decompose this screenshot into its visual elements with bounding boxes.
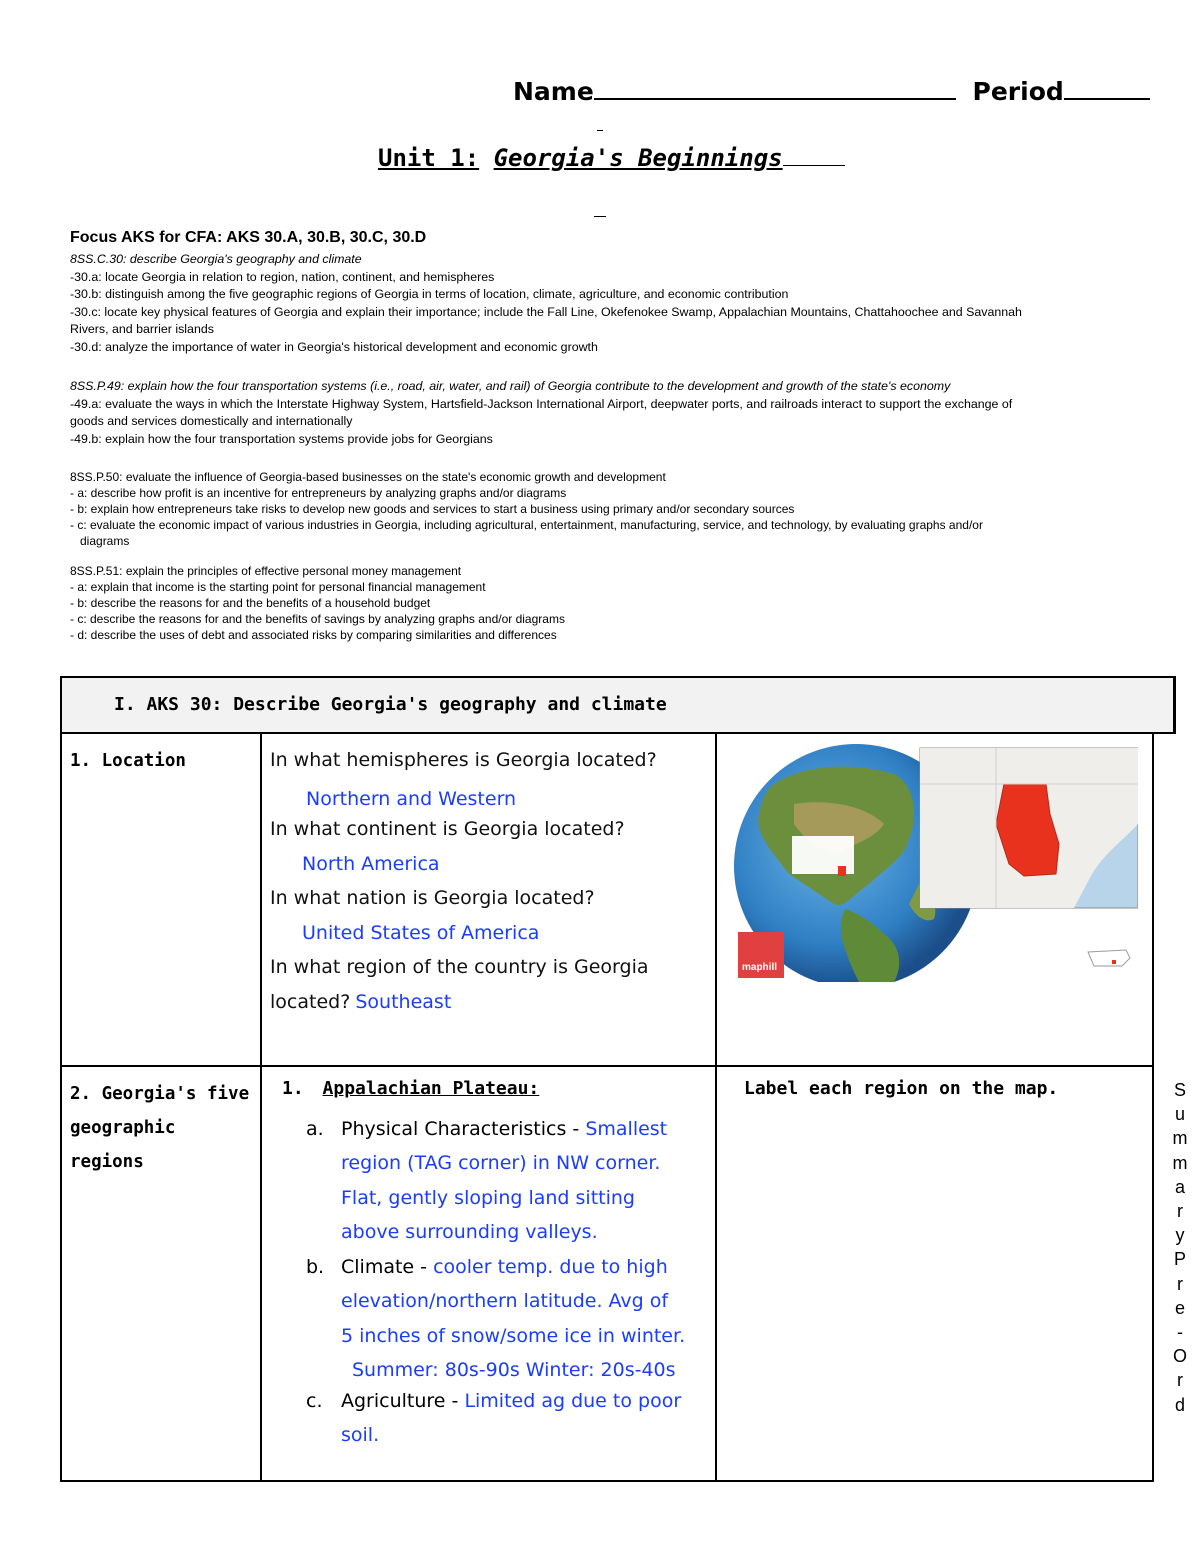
section-title: I. AKS 30: Describe Georgia's geography and climate xyxy=(114,694,667,715)
standard-line: -49.b: explain how the four transportation systems provide jobs for Georgians xyxy=(70,431,493,446)
name-period-line xyxy=(513,76,1150,106)
side-letter: e xyxy=(1174,1297,1185,1318)
agriculture xyxy=(306,1384,682,1419)
side-letter: u xyxy=(1174,1104,1185,1125)
climate-answer[interactable]: cooler temp. due to high xyxy=(433,1256,668,1278)
regions-heading xyxy=(70,1077,249,1179)
physical-label: Physical Characteristics - xyxy=(341,1118,580,1140)
standards-group-2 xyxy=(70,378,1140,448)
climate-label: Climate - xyxy=(341,1256,428,1278)
agriculture-answer-line[interactable]: soil. xyxy=(341,1424,380,1446)
climate-answer-line[interactable]: 5 inches of snow/some ice in winter. xyxy=(341,1325,686,1347)
side-vertical-text xyxy=(1168,1078,1192,1417)
agriculture-answer[interactable]: Limited ag due to poor xyxy=(464,1390,682,1412)
climate xyxy=(306,1250,668,1285)
side-letter: r xyxy=(1177,1273,1183,1294)
column-divider xyxy=(715,734,717,1482)
standard-line: -30.d: analyze the importance of water in Georgia's historical development and economic growth xyxy=(70,339,598,354)
climate-answer-line[interactable]: Summer: 80s-90s Winter: 20s-40s xyxy=(352,1359,676,1381)
region-name: Appalachian Plateau: xyxy=(322,1078,540,1099)
agriculture-label: Agriculture - xyxy=(341,1390,459,1412)
physical-answer-line[interactable]: Flat, gently sloping land sitting xyxy=(341,1187,635,1209)
climate-answer-line[interactable]: elevation/northern latitude. Avg of xyxy=(341,1290,669,1312)
regions-heading-line: regions xyxy=(70,1152,144,1172)
unit-title: Georgia's Beginnings xyxy=(493,144,783,172)
standards-group-1 xyxy=(70,251,1140,356)
standard-line: - d: describe the uses of debt and associated risks by comparing similarities and differences xyxy=(70,628,557,642)
regions-heading-line: geographic xyxy=(70,1118,176,1138)
question-continent: In what continent is Georgia located? xyxy=(270,818,625,840)
standard-line: -30.a: locate Georgia in relation to region, nation, continent, and hemispheres xyxy=(70,269,495,284)
globe-map-graphic xyxy=(734,744,1138,982)
side-letter: y xyxy=(1175,1225,1185,1246)
standard-line: - b: describe the reasons for and the benefits of a household budget xyxy=(70,596,431,610)
answer-region[interactable]: Southeast xyxy=(355,991,452,1013)
column-divider xyxy=(260,734,262,1482)
side-letter: m xyxy=(1172,1152,1188,1173)
standard-line: goods and services domestically and internationally xyxy=(70,414,353,428)
list-marker: a. xyxy=(306,1118,324,1140)
standards-group-3 xyxy=(70,469,1140,549)
side-letter: O xyxy=(1172,1346,1187,1367)
physical-characteristics xyxy=(306,1112,668,1147)
page-title xyxy=(378,144,845,172)
divider-mark xyxy=(594,216,606,217)
standard-line: - a: explain that income is the starting point for personal financial management xyxy=(70,580,486,594)
side-letter: a xyxy=(1174,1176,1185,1197)
standards-group-4 xyxy=(70,563,1140,643)
side-letter: S xyxy=(1173,1080,1186,1100)
side-letter: d xyxy=(1174,1394,1185,1415)
table-bottom-border xyxy=(60,1480,1154,1482)
name-blank[interactable] xyxy=(594,76,956,100)
side-letter: - xyxy=(1177,1322,1183,1343)
georgia-location-map xyxy=(734,744,1138,982)
answer-nation[interactable]: United States of America xyxy=(302,922,540,944)
row-divider xyxy=(60,1065,1154,1067)
question-nation: In what nation is Georgia located? xyxy=(270,887,595,909)
physical-answer-line[interactable]: region (TAG corner) in NW corner. xyxy=(341,1152,661,1174)
title-underline xyxy=(783,145,845,166)
standard-line: Rivers, and barrier islands xyxy=(70,322,214,336)
table-left-border xyxy=(60,734,62,1482)
answer-hemispheres[interactable]: Northern and Western xyxy=(306,788,517,810)
standard-line: -30.c: locate key physical features of Georgia and explain their importance; include the Fall Line, Okefenokee Swamp, Appalachian Mountains, Chattahoochee and Savannah xyxy=(70,304,1022,319)
standard-line: 8SS.P.51: explain the principles of effective personal money management xyxy=(70,564,462,578)
standard-line: - b: explain how entrepreneurs take risks to develop new goods and services to start a business using primary and/or secondary sources xyxy=(70,502,795,516)
period-blank[interactable] xyxy=(1064,76,1150,100)
region-item-title xyxy=(282,1078,539,1099)
name-label: Name xyxy=(513,77,594,106)
question-region: In what region of the country is Georgia xyxy=(270,956,649,978)
focus-aks: Focus AKS for CFA: AKS 30.A, 30.B, 30.C, 30.D xyxy=(70,229,427,246)
side-letter: r xyxy=(1177,1201,1183,1222)
standard-line: 8SS.P.49: explain how the four transportation systems (i.e., road, air, water, and rail) of Georgia contribute to the development and growth of the state's economy xyxy=(70,379,951,393)
maphill-logo: maphill xyxy=(742,962,778,973)
standard-line: -30.b: distinguish among the five geographic regions of Georgia in terms of location, climate, agriculture, and economic contribution xyxy=(70,287,789,301)
physical-answer-line[interactable]: above surrounding valleys. xyxy=(341,1221,598,1243)
region-item-number: 1. xyxy=(282,1078,304,1099)
physical-answer[interactable]: Smallest xyxy=(585,1118,668,1140)
standard-line: - c: describe the reasons for and the benefits of savings by analyzing graphs and/or diagrams xyxy=(70,612,565,626)
side-letter: P xyxy=(1173,1249,1186,1270)
standard-line: - c: evaluate the economic impact of various industries in Georgia, including agricultural, entertainment, manufacturing, service, and technology, by evaluating graphs and/or xyxy=(70,518,983,532)
standard-line: 8SS.C.30: describe Georgia's geography and climate xyxy=(70,252,362,266)
standard-line: 8SS.P.50: evaluate the influence of Georgia-based businesses on the state's economic growth and development xyxy=(70,470,666,484)
table-right-border xyxy=(1152,734,1154,1482)
period-label: Period xyxy=(972,77,1064,106)
divider-mark xyxy=(597,130,603,131)
side-letter: m xyxy=(1172,1128,1188,1149)
question-region-cont xyxy=(270,991,451,1013)
standard-line: -49.a: evaluate the ways in which the Interstate Highway System, Hartsfield-Jackson International Airport, deepwater ports, and railroads interact to support the exchange of xyxy=(70,396,1013,411)
question-region-tail: located? xyxy=(270,991,351,1013)
list-marker: b. xyxy=(306,1256,325,1278)
standard-line: diagrams xyxy=(80,534,130,548)
question-hemispheres: In what hemispheres is Georgia located? xyxy=(270,749,657,771)
side-letter: r xyxy=(1177,1370,1183,1391)
list-marker: c. xyxy=(306,1390,323,1412)
regions-heading-line: 2. Georgia's five xyxy=(70,1084,250,1104)
location-heading: 1. Location xyxy=(70,751,186,771)
answer-continent[interactable]: North America xyxy=(302,853,440,875)
unit-prefix: Unit 1: xyxy=(378,144,480,172)
standard-line: - a: describe how profit is an incentive for entrepreneurs by analyzing graphs and/or diagrams xyxy=(70,486,567,500)
map-instruction: Label each region on the map. xyxy=(744,1078,1059,1099)
